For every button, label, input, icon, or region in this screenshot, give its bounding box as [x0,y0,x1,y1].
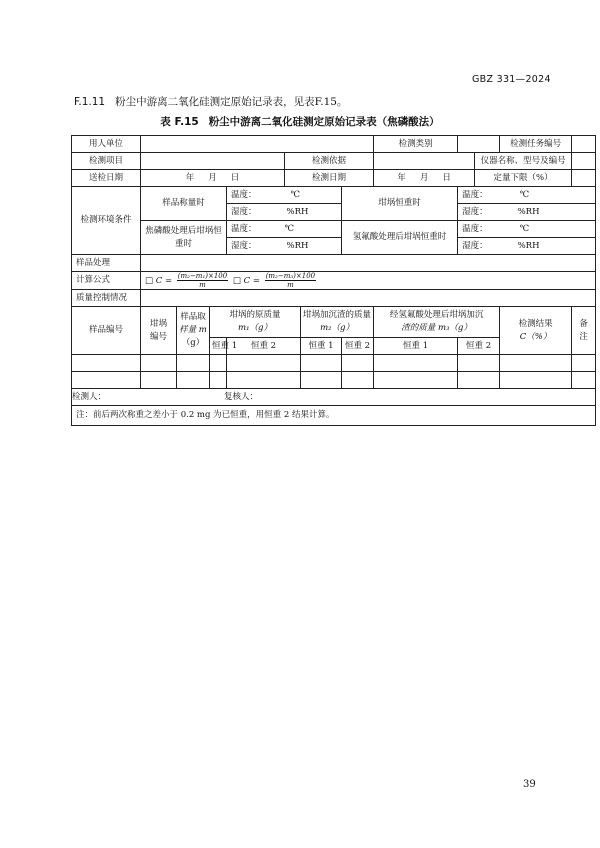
field-humid-4[interactable]: 湿度： %RH [458,238,596,255]
field-humid-3[interactable]: 湿度： %RH [227,238,342,255]
clause-number: F.1.11 [74,96,106,108]
col-result: 检测结果 C（%） [500,307,572,355]
label-calc: 计算公式 [72,272,141,290]
col-w2-orig: 恒重 2 [227,338,301,355]
label-test-date: 检测日期 [285,170,374,187]
intro-paragraph [74,94,347,109]
label-sample-weigh: 样品称量时 [141,187,227,221]
label-limit: 定量下限（%） [475,170,572,187]
label-instrument: 仪器名称、型号及编号 [475,153,572,170]
table-number: 表 F.15 [160,116,199,128]
row-qc [72,290,596,307]
formula-2[interactable]: □ C = $\frac{\text{(m₂−m₃)×100}}{m}$ [232,272,316,289]
label-send-date: 送检日期 [72,170,141,187]
col-w1-orig: 恒重 1 [210,338,227,355]
label-crucible-const: 坩埚恒重时 [342,187,458,221]
row-sample-proc [72,255,596,272]
col-w1-residue: 恒重 1 [301,338,342,355]
value-basis[interactable] [374,153,475,170]
signature-line [72,389,596,406]
row-col-headers-1 [72,307,596,338]
standard-code: GBZ 331—2024 [472,74,551,85]
col-crucible-no: 坩埚 编号 [141,307,177,355]
field-humid-1[interactable]: 湿度： %RH [227,204,342,221]
table-footnote: 注：前后两次称重之差小于 0.2 mg 为已恒重，用恒重 2 结果计算。 [72,406,596,426]
label-category: 检测类别 [374,136,458,153]
label-pyro-crucible: 焦磷酸处理后坩埚恒重时 [141,221,227,255]
row-dates [72,170,596,187]
row-env-3 [72,221,596,238]
label-reviewer: 复核人： [224,391,259,402]
col-w2-hf: 恒重 2 [458,338,500,355]
label-sample-proc: 样品处理 [72,255,141,272]
value-instrument[interactable] [572,153,596,170]
table-caption [0,114,600,129]
field-temp-4[interactable]: 温度： ℃ [458,221,596,238]
field-temp-3[interactable]: 温度： ℃ [227,221,342,238]
col-residue-mass: 坩埚加沉渣的质量 m₂（g） [301,307,374,338]
record-table [71,135,596,426]
value-sample-proc[interactable] [141,255,596,272]
col-hf-residue-mass: 经氢氟酸处理后坩埚加沉 渣的质量 m₃（g） [374,307,500,338]
data-row [72,372,596,389]
label-item: 检测项目 [72,153,141,170]
label-task-no: 检测任务编号 [500,136,572,153]
col-sample-no: 样品编号 [72,307,141,355]
row-footnote [72,406,596,426]
label-tester: 检测人： [72,391,107,402]
col-note: 备 注 [572,307,596,355]
col-sample-mass: 样品取 样量 m （g） [177,307,210,355]
label-qc: 质量控制情况 [72,290,141,307]
value-qc[interactable] [141,290,596,307]
label-hf-crucible: 氢氟酸处理后坩埚恒重时 [342,221,458,255]
col-w1-hf: 恒重 1 [374,338,458,355]
row-unit [72,136,596,153]
row-signatures [72,389,596,406]
value-limit[interactable] [572,170,596,187]
field-temp-2[interactable]: 温度： ℃ [458,187,596,204]
field-temp-1[interactable]: 温度： ℃ [227,187,342,204]
value-unit[interactable] [141,136,374,153]
col-w2-residue: 恒重 2 [342,338,374,355]
label-unit: 用人单位 [72,136,141,153]
formula-options [141,272,596,290]
row-env-1 [72,187,596,204]
label-basis: 检测依据 [285,153,374,170]
value-item[interactable] [141,153,285,170]
page-number: 39 [523,779,536,790]
col-orig-mass: 坩埚的原质量 m₁（g） [210,307,301,338]
formula-1[interactable]: □ C = $\frac{\text{(m₂−m₁)×100}}{m}$ [145,272,228,289]
field-humid-2[interactable]: 湿度： %RH [458,204,596,221]
table-title: 粉尘中游离二氧化硅测定原始记录表（焦磷酸法） [208,116,440,128]
value-send-date[interactable]: 年 月 日 [141,170,285,187]
value-category[interactable] [458,136,500,153]
row-item [72,153,596,170]
row-formula [72,272,596,290]
data-row [72,355,596,372]
intro-text: 粉尘中游离二氧化硅测定原始记录表，见表F.15。 [115,96,348,108]
value-test-date[interactable]: 年 月 日 [374,170,475,187]
label-env: 检测环境条件 [72,187,141,255]
value-task-no[interactable] [572,136,596,153]
